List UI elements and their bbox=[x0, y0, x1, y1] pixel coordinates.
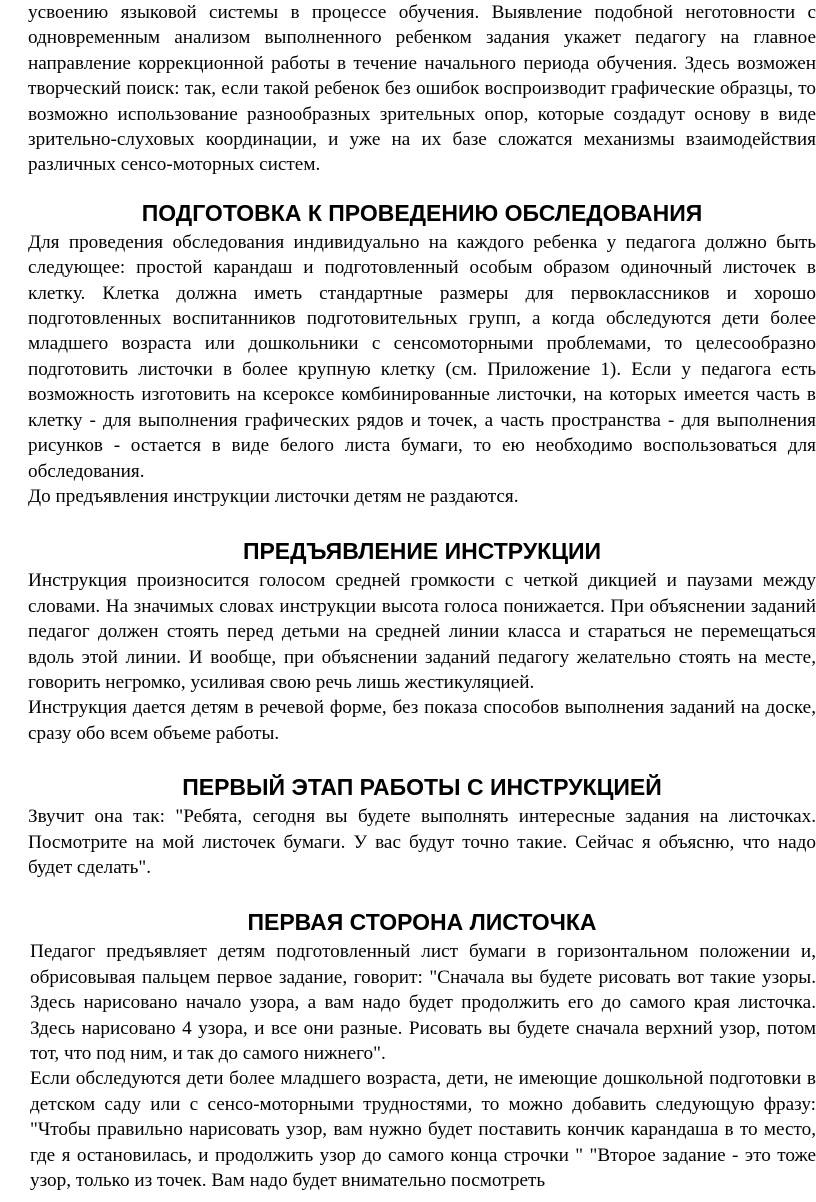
section-heading-preparation: ПОДГОТОВКА К ПРОВЕДЕНИЮ ОБСЛЕДОВАНИЯ bbox=[141, 199, 703, 226]
section-heading-first-side: ПЕРВАЯ СТОРОНА ЛИСТОЧКА bbox=[247, 909, 597, 936]
instruction-paragraph-1: Инструкция произносится голосом средней громкости с четкой дикцией и паузами между словами. На значимых словах инструкции высота голоса понижается. При объяснении заданий педагог должен стоять перед детьми на средней линии класса и стараться не перемещаться вдоль этой линии. И вообще, при объяснении заданий педагогу желательно стоять на месте, говорить негромко, усиливая свою речь лишь жестикуляцией. bbox=[28, 570, 816, 693]
first-side-paragraph-2: Если обследуются дети более младшего возраста, дети, не имеющие дошкольной подготовки в детском саду или с сенсо-моторными трудностями, то можно добавить следующую фразу: "Чтобы правильно нарисовать узор, вам нужно будет поставить кончик карандаша в то место, где я остановилась, и продолжить узор до самого конца строчки " "Второе задание - это тоже узор, только из точек. Вам надо будет внимательно посмотреть bbox=[30, 1068, 816, 1192]
instruction-paragraph-2: Инструкция дается детям в речевой форме, без показа способов выполнения заданий на доске, сразу обо всем объеме работы. bbox=[28, 697, 816, 744]
intro-paragraph: усвоению языковой системы в процессе обучения. Выявление подобной неготовности с одновременным анализом выполненного ребенком задания укажет педагогу на главное направление коррекционной работы в течение начального периода обучения. Здесь возможен творческий поиск: так, если такой ребенок без ошибок воспроизводит графические образцы, то возможно использование разнообразных зрительных опор, которые создадут основу в виде зрительно-слуховых координации, и уже на их базе сложатся механизмы взаимодействия различных сенсо-моторных систем. bbox=[28, 2, 816, 176]
preparation-paragraph-2: До предъявления инструкции листочки детям не раздаются. bbox=[28, 485, 519, 507]
section-heading-first-stage: ПЕРВЫЙ ЭТАП РАБОТЫ С ИНСТРУКЦИЕЙ bbox=[182, 774, 662, 801]
document-page bbox=[28, 0, 816, 1193]
preparation-paragraph-1: Для проведения обследования индивидуально на каждого ребенка у педагога должно быть следующее: простой карандаш и подготовленный особым образом одиночный листочек в клетку. Клетка должна иметь стандартные размеры для первоклассников и хорошо подготовленных воспитанников подготовительных групп, а когда обследуются дети более младшего возраста или дошкольники с сенсомоторными проблемами, то целесообразно подготовить листочки в более крупную клетку (см. Приложение 1). Если у педагога есть возможность изготовить на ксероксе комбинированные листочки, на которых имеется часть в клетку - для выполнения графических рядов и точек, а часть пространства - для выполнения рисунков - остается в виде белого листа бумаги, то ею необходимо воспользоваться для обследования. bbox=[28, 231, 816, 482]
section-heading-instruction: ПРЕДЪЯВЛЕНИЕ ИНСТРУКЦИИ bbox=[242, 538, 602, 565]
first-stage-paragraph-1: Звучит она так: "Ребята, сегодня вы будете выполнять интересные задания на листочках. Посмотрите на мой листочек бумаги. У вас будут точно такие. Сейчас я объясню, что надо будет сделать". bbox=[28, 806, 816, 878]
first-side-paragraph-1: Педагог предъявляет детям подготовленный лист бумаги в горизонтальном положении и, обрисовывая пальцем первое задание, говорит: "Сначала вы будете рисовать вот такие узоры. Здесь нарисовано начало узора, а вам надо будет продолжить его до самого края листочка. Здесь нарисовано 4 узора, и все они разные. Рисовать вы будете сначала верхний узор, потом тот, что под ним, и так до самого нижнего". bbox=[30, 941, 816, 1064]
